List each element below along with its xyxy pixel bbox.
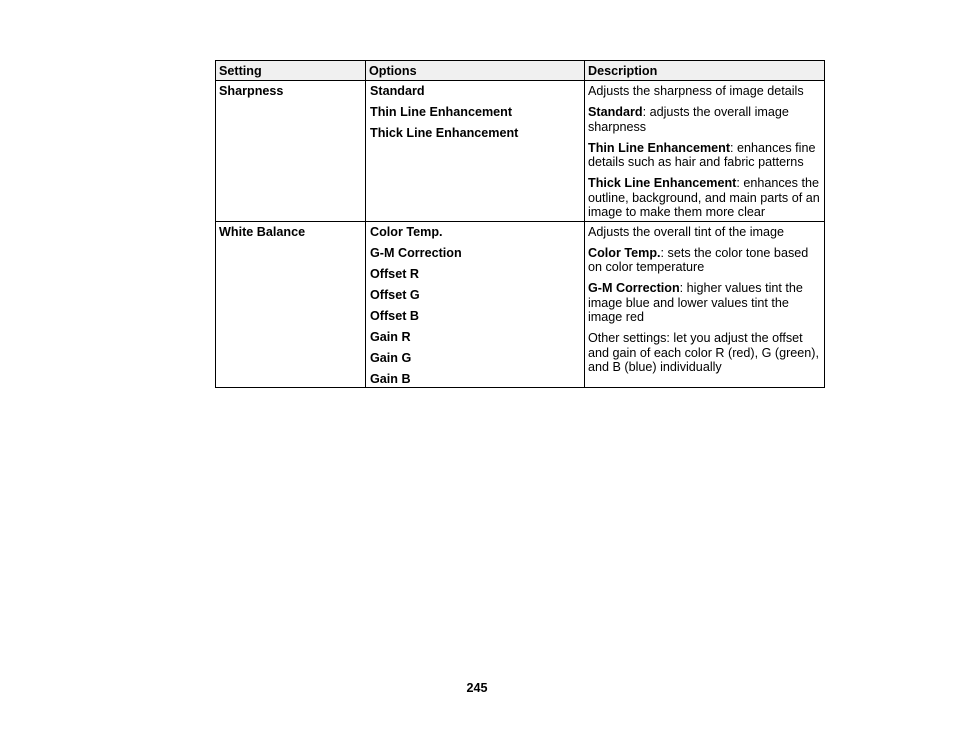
description-paragraph — [588, 176, 822, 220]
option-item: Thin Line Enhancement — [370, 105, 513, 119]
description-text: : higher values tint the image blue and lower values tint the image red — [588, 281, 803, 324]
description-text: Adjusts the sharpness of image details — [588, 84, 804, 98]
header-options: Options — [366, 61, 585, 81]
description-text: Adjusts the overall tint of the image — [588, 224, 785, 239]
description-paragraph — [588, 281, 822, 325]
page-number: 245 — [466, 681, 488, 695]
setting-name: White Balance — [219, 224, 306, 239]
table-row — [216, 81, 825, 222]
option-item: Offset G — [370, 287, 420, 302]
description-cell — [585, 81, 825, 222]
option-item: Gain B — [370, 371, 411, 386]
description-text: : adjusts the overall image sharpness — [588, 105, 789, 134]
description-cell — [585, 221, 825, 388]
option-item: Offset B — [370, 308, 419, 323]
description-term: Thin Line Enhancement — [588, 140, 731, 155]
option-item: G-M Correction — [370, 245, 462, 260]
options-cell — [366, 221, 585, 388]
description-text: : sets the color tone based on color temperature — [588, 245, 809, 274]
option-item: Thick Line Enhancement — [370, 126, 519, 140]
header-description: Description — [585, 61, 825, 81]
description-term: Color Temp. — [588, 245, 661, 260]
header-setting: Setting — [216, 61, 366, 81]
description-paragraph — [588, 84, 822, 99]
description-paragraph — [588, 105, 822, 134]
setting-cell — [216, 81, 366, 222]
description-paragraph — [588, 141, 822, 170]
option-item: Offset R — [370, 266, 419, 281]
option-item: Color Temp. — [370, 224, 443, 239]
table-header-row — [216, 61, 825, 81]
description-paragraph — [588, 331, 822, 375]
setting-name: Sharpness — [219, 84, 284, 98]
description-term: Standard — [588, 105, 643, 119]
option-item: Gain R — [370, 329, 411, 344]
options-cell — [366, 81, 585, 222]
description-term: G-M Correction — [588, 281, 680, 295]
description-text: : enhances fine details such as hair and fabric patterns — [588, 140, 816, 169]
description-text: Other settings: let you adjust the offset and gain of each color R (red), G (green), and B (blue) individually — [588, 331, 819, 374]
description-paragraph — [588, 225, 822, 240]
option-item: Standard — [370, 84, 425, 98]
description-text: : enhances the outline, background, and main parts of an image to make them more clear — [588, 176, 820, 219]
description-paragraph — [588, 246, 822, 275]
option-item: Gain G — [370, 350, 412, 365]
description-term: Thick Line Enhancement — [588, 176, 737, 190]
setting-cell — [216, 221, 366, 388]
settings-table — [215, 60, 825, 388]
table-row — [216, 221, 825, 388]
